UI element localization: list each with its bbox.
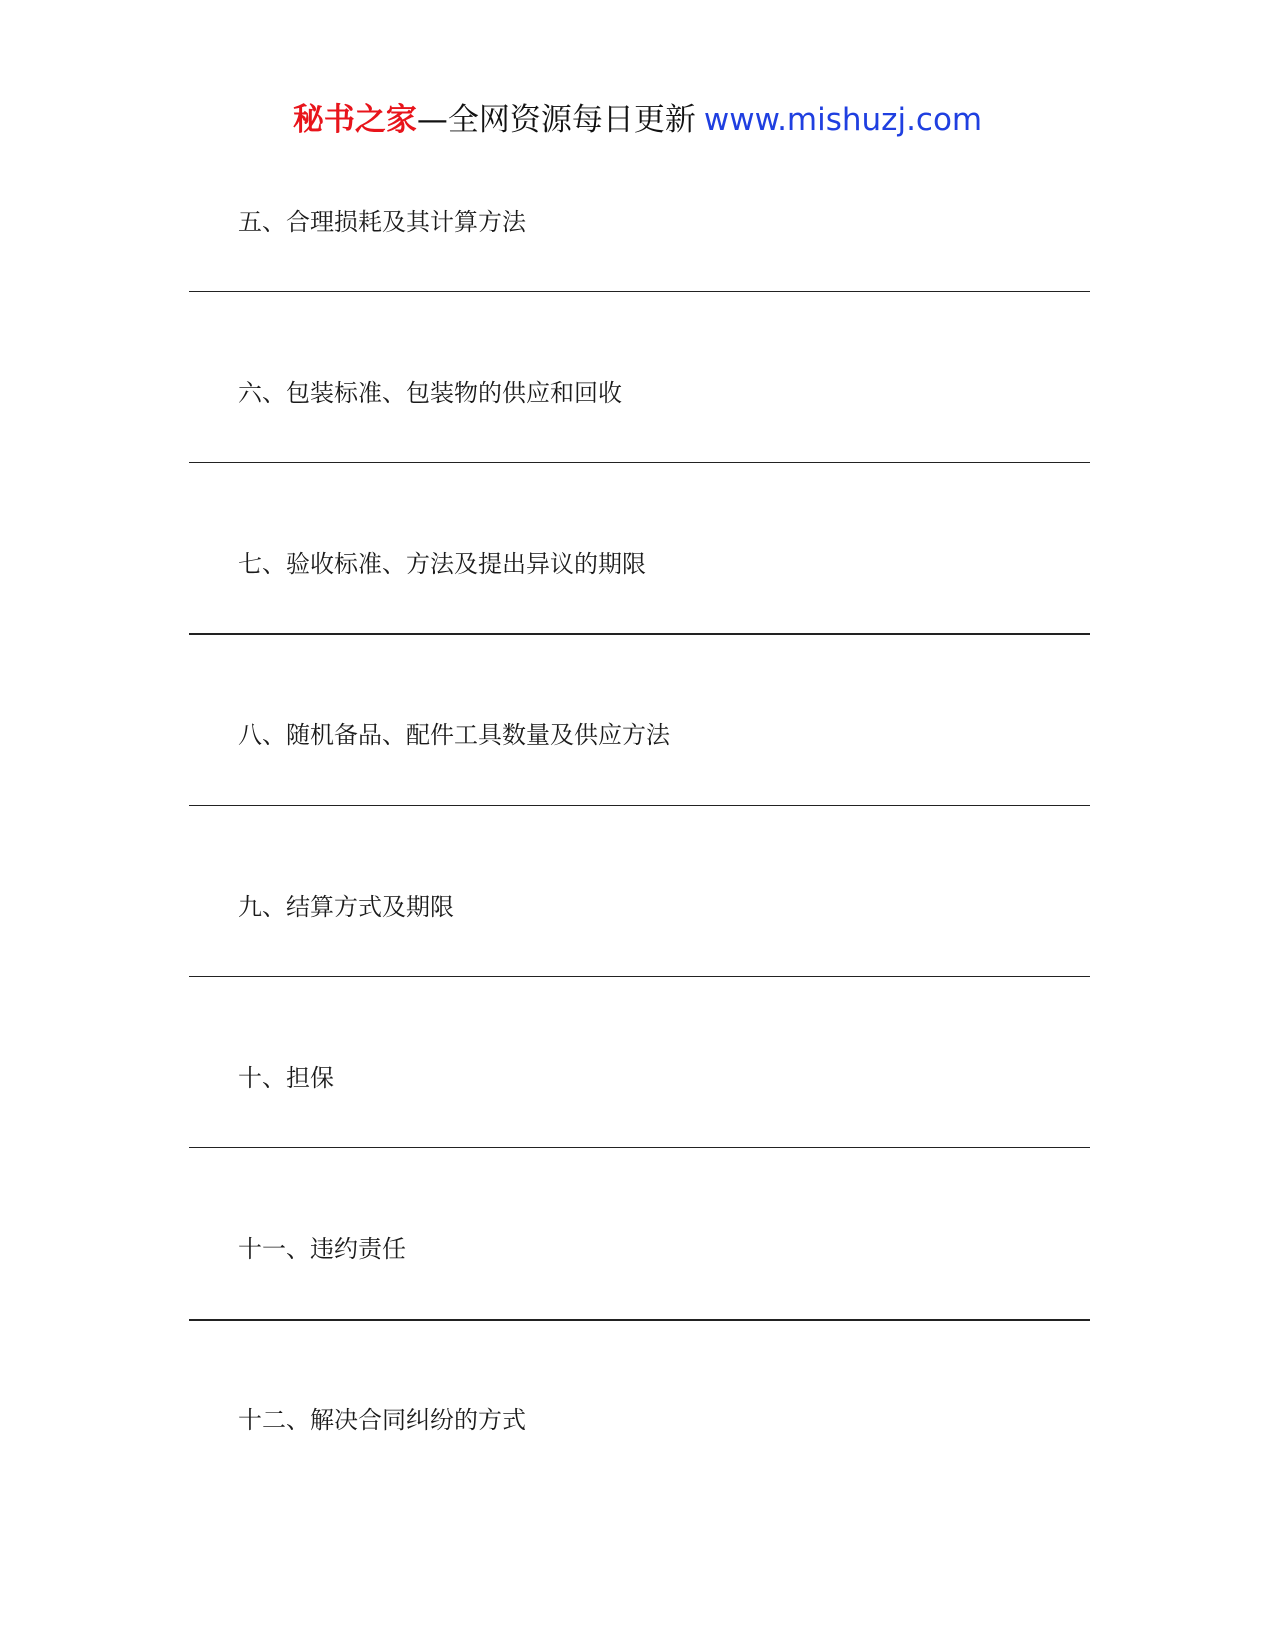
fill-in-line-8[interactable] [189,805,1090,806]
section-10-heading: 十、担保 [238,1064,334,1092]
fill-in-line-6[interactable] [189,462,1090,463]
section-12-heading: 十二、解决合同纠纷的方式 [238,1406,526,1434]
fill-in-line-5[interactable] [189,291,1090,292]
fill-in-line-10[interactable] [189,1147,1090,1148]
site-tagline: —全网资源每日更新 [416,102,696,138]
site-brand: 秘书之家 [292,102,417,138]
section-7-heading: 七、验收标准、方法及提出异议的期限 [238,550,646,578]
section-6-heading: 六、包装标准、包装物的供应和回收 [238,379,622,407]
section-11-heading: 十一、违约责任 [238,1235,406,1263]
section-9-heading: 九、结算方式及期限 [238,893,454,921]
fill-in-line-11[interactable] [189,1319,1090,1321]
site-url-link[interactable]: www.mishuzj.com [703,102,983,138]
section-5-heading: 五、合理损耗及其计算方法 [238,208,526,236]
fill-in-line-7[interactable] [189,633,1090,635]
site-header [0,100,1275,140]
section-8-heading: 八、随机备品、配件工具数量及供应方法 [238,721,670,749]
fill-in-line-9[interactable] [189,976,1090,977]
